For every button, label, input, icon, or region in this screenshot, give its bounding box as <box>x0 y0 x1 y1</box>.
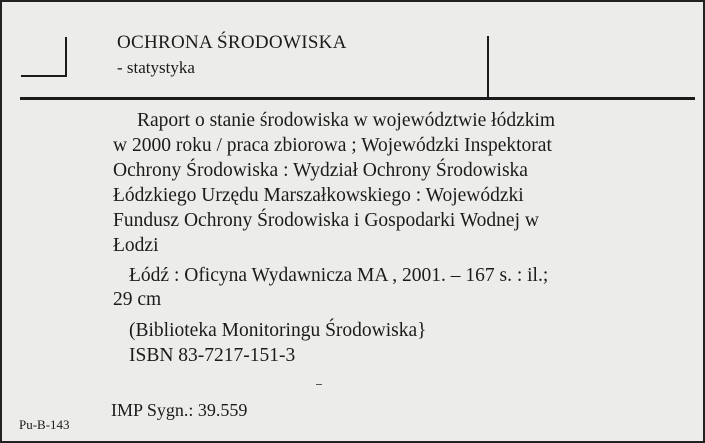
title-line: Łodzi <box>113 235 159 256</box>
title-line: Ochrony Środowiska : Wydział Ochrony Środowiska <box>113 160 528 181</box>
call-number: IMP Sygn.: 39.559 <box>111 400 248 420</box>
subject-heading: OCHRONA ŚRODOWISKA <box>117 32 347 53</box>
title-line: Raport o stanie środowiska w województwie łódzkim <box>137 110 556 131</box>
isbn: ISBN 83-7217-151-3 <box>129 345 296 366</box>
corner-mark-horizontal <box>21 75 67 77</box>
title-line: Łódzkiego Urzędu Marszałkowskiego : Wojewódzki <box>113 185 524 206</box>
series-statement: (Biblioteka Monitoringu Środowiska} <box>129 320 427 341</box>
title-line: w 2000 roku / praca zbiorowa ; Wojewódzki Inspektorat <box>113 135 552 156</box>
title-line: Fundusz Ochrony Środowiska i Gospodarki Wodnej w <box>113 210 539 231</box>
header-rule <box>20 97 695 100</box>
imprint-line: 29 cm <box>113 289 162 310</box>
header-divider-vertical <box>487 36 489 98</box>
stray-mark <box>316 384 322 385</box>
subject-subdivision: - statystyka <box>117 58 195 77</box>
corner-mark-vertical <box>65 37 67 77</box>
imprint-line: Łódź : Oficyna Wydawnicza MA , 2001. – 167 s. : il.; <box>129 265 549 286</box>
sign-code: Pu-B-143 <box>19 417 70 432</box>
